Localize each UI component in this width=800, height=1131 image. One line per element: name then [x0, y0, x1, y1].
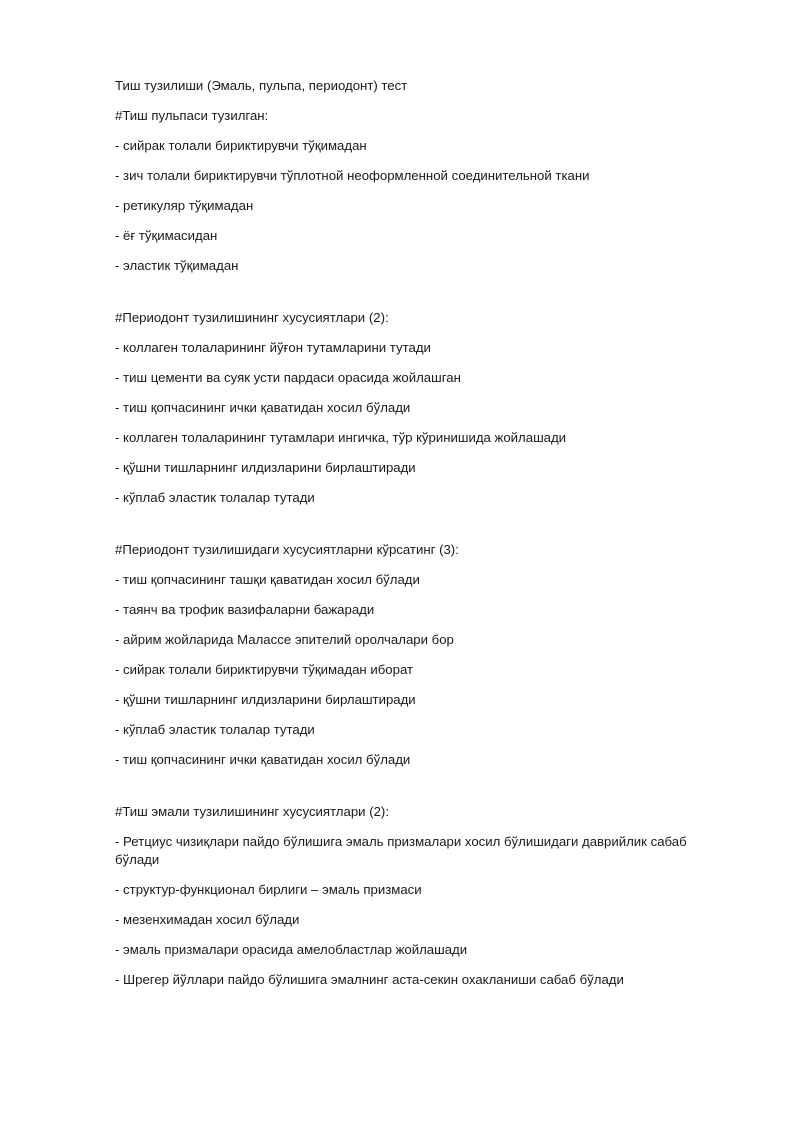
- answer-option: - ёғ тўқимасидан: [115, 228, 218, 243]
- answer-option: - зич толали бириктирувчи тўплотной неоформленной соединительной ткани: [115, 168, 590, 183]
- question-text: #Тиш пульпаси тузилган:: [115, 108, 269, 123]
- answer-option: - тиш қопчасининг ташқи қаватидан хосил бўлади: [115, 572, 420, 587]
- answer-option: - эластик тўқимадан: [115, 258, 239, 273]
- answer-option: - коллаген толаларининг тутамлари ингичка, тўр кўринишида жойлашади: [115, 430, 567, 445]
- answer-option: - Ретциус чизиқлари пайдо бўлишига эмаль призмалари хосил бўлишидаги даврийлик сабаб бўлади: [115, 834, 687, 867]
- answer-option: - кўплаб эластик толалар тутади: [115, 722, 315, 737]
- answer-option: - структур-функционал бирлиги – эмаль призмаси: [115, 882, 422, 897]
- answer-option: - сийрак толали бириктирувчи тўқимадан: [115, 138, 367, 153]
- answer-option: - тиш қопчасининг ички қаватидан хосил бўлади: [115, 752, 411, 767]
- answer-option: - таянч ва трофик вазифаларни бажаради: [115, 602, 375, 617]
- answer-option: - мезенхимадан хосил бўлади: [115, 912, 300, 927]
- answer-option: - эмаль призмалари орасида амелобластлар жойлашади: [115, 942, 468, 957]
- question-text: #Тиш эмали тузилишининг хусусиятлари (2):: [115, 804, 389, 819]
- question-text: #Периодонт тузилишидаги хусусиятларни кўрсатинг (3):: [115, 542, 459, 557]
- answer-option: - ретикуляр тўқимадан: [115, 198, 254, 213]
- answer-option: - кўплаб эластик толалар тутади: [115, 490, 315, 505]
- answer-option: - айрим жойларида Малассе эпителий оролчалари бор: [115, 632, 454, 647]
- question-block-2: [115, 309, 715, 507]
- question-block-1: [115, 107, 715, 275]
- answer-option: - тиш цементи ва суяк усти пардаси орасида жойлашган: [115, 370, 461, 385]
- answer-option: - тиш қопчасининг ички қаватидан хосил бўлади: [115, 400, 411, 415]
- answer-option: - қўшни тишларнинг илдизларини бирлаштиради: [115, 460, 416, 475]
- answer-option: - сийрак толали бириктирувчи тўқимадан иборат: [115, 662, 414, 677]
- question-block-4: [115, 803, 715, 989]
- document-page: [115, 77, 715, 1023]
- document-title: Тиш тузилиши (Эмаль, пульпа, периодонт) тест: [115, 78, 408, 93]
- question-text: #Периодонт тузилишининг хусусиятлари (2):: [115, 310, 389, 325]
- answer-option: - қўшни тишларнинг илдизларини бирлаштиради: [115, 692, 416, 707]
- question-block-3: [115, 541, 715, 769]
- answer-option: - Шрегер йўллари пайдо бўлишига эмалнинг аста-секин охакланиши сабаб бўлади: [115, 972, 624, 987]
- answer-option: - коллаген толаларининг йўғон тутамларини тутади: [115, 340, 431, 355]
